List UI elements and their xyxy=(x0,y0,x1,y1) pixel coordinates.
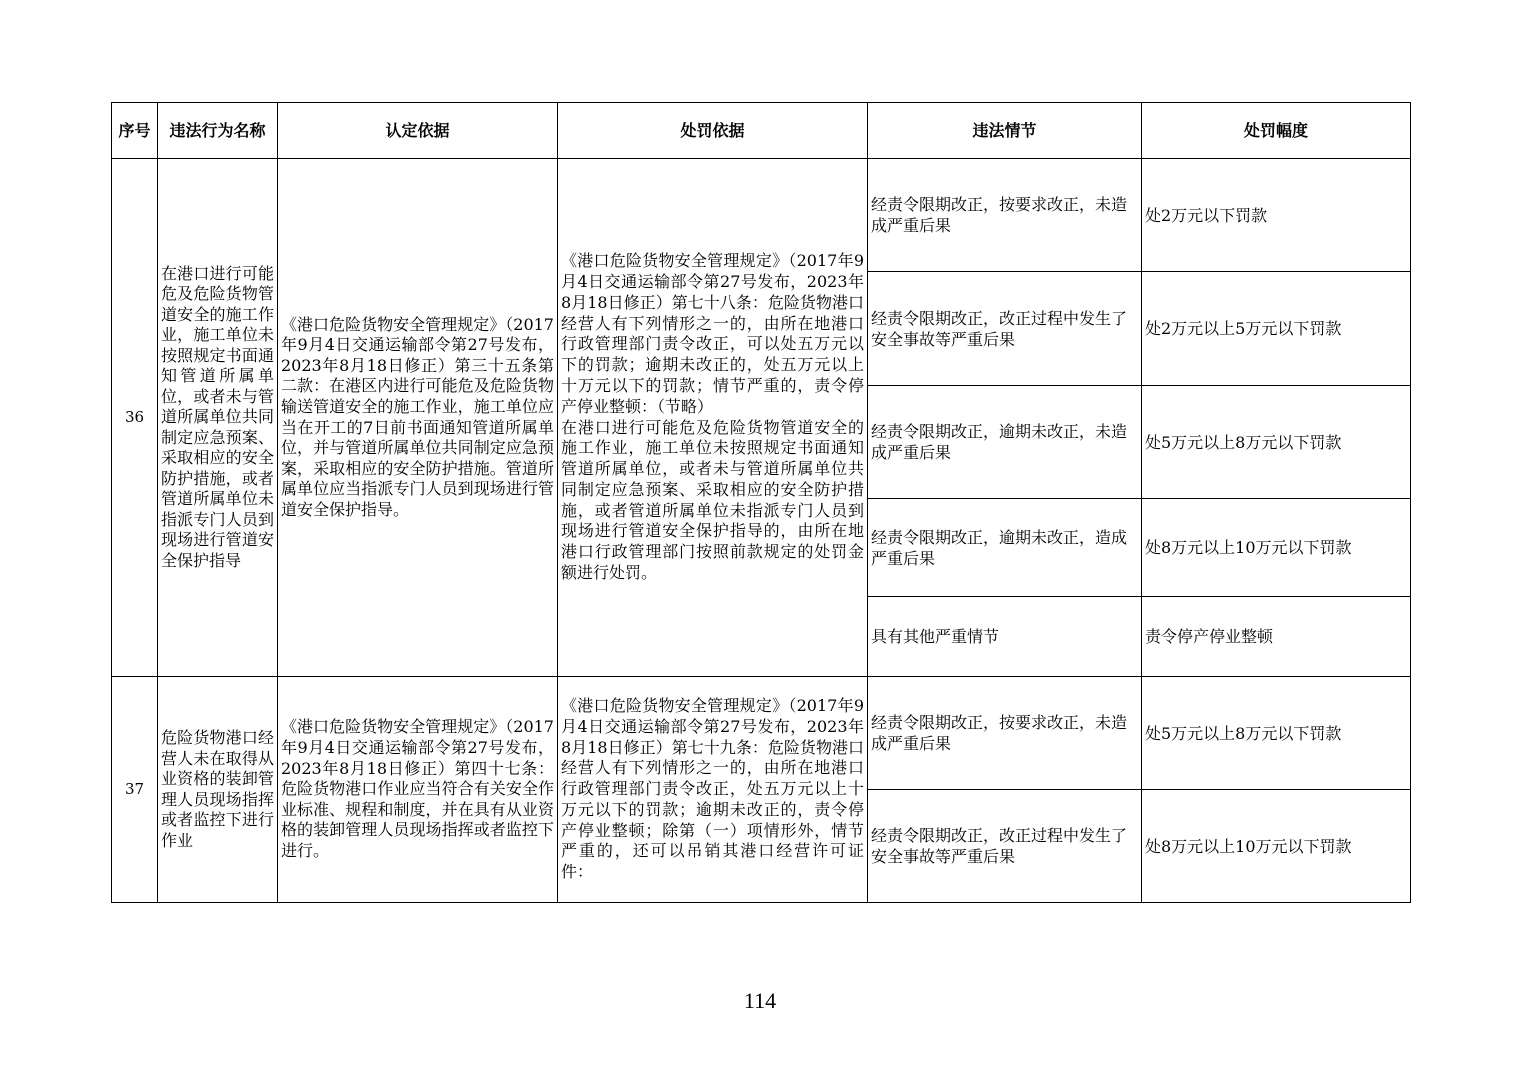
violation-name: 危险货物港口经营人未在取得从业资格的装卸管理人员现场指挥或者监控下进行作业 xyxy=(158,677,278,903)
header-penalty-basis: 处罚依据 xyxy=(558,103,868,159)
penalty-table xyxy=(111,102,1411,903)
header-range: 处罚幅度 xyxy=(1142,103,1411,159)
header-name: 违法行为名称 xyxy=(158,103,278,159)
penalty-basis: 《港口危险货物安全管理规定》（2017年9月4日交通运输部令第27号发布，2023年8月18日修正）第七十八条：危险货物港口经营人有下列情形之一的，由所在地港口行政管理部门责令改正，可以处五万元以下的罚款；逾期未改正的，处五万元以上十万元以下的罚款；情节严重的，责令停产停业整顿：（节略） 在港口进行可能危及危险货物管道安全的施工作业，施工单位未按照规定书面通知管道所属单位，或者未与管道所属单位共同制定应急预案、采取相应的安全防护措施，或者管道所属单位未指派专门人员到现场进行管道安全保护指导的，由所在地港口行政管理部门按照前款规定的处罚金额进行处罚。 xyxy=(558,159,868,677)
penalty-range: 处2万元以上5万元以下罚款 xyxy=(1142,272,1411,386)
violation-circumstance: 经责令限期改正，按要求改正，未造成严重后果 xyxy=(868,159,1142,272)
entry-number: 37 xyxy=(112,677,158,903)
page-number: 114 xyxy=(743,988,777,1013)
entry-number: 36 xyxy=(112,159,158,677)
determination-basis: 《港口危险货物安全管理规定》（2017年9月4日交通运输部令第27号发布，2023年8月18日修正）第三十五条第二款：在港区内进行可能危及危险货物输送管道安全的施工作业，施工单位应当在开工的7日前书面通知管道所属单位，并与管道所属单位共同制定应急预案，采取相应的安全防护措施。管道所属单位应当指派专门人员到现场进行管道安全保护指导。 xyxy=(278,159,558,677)
penalty-range: 处5万元以上8万元以下罚款 xyxy=(1142,386,1411,499)
violation-circumstance: 经责令限期改正，逾期未改正，造成严重后果 xyxy=(868,499,1142,597)
determination-basis: 《港口危险货物安全管理规定》（2017年9月4日交通运输部令第27号发布，2023年8月18日修正）第四十七条：危险货物港口作业应当符合有关安全作业标准、规程和制度，并在具有从业资格的装卸管理人员现场指挥或者监控下进行。 xyxy=(278,677,558,903)
penalty-range: 处2万元以下罚款 xyxy=(1142,159,1411,272)
violation-circumstance: 经责令限期改正，改正过程中发生了安全事故等严重后果 xyxy=(868,272,1142,386)
table-row xyxy=(112,677,1411,790)
penalty-range: 处8万元以上10万元以下罚款 xyxy=(1142,790,1411,903)
header-circumstance: 违法情节 xyxy=(868,103,1142,159)
table-header-row xyxy=(112,103,1411,159)
penalty-range: 责令停产停业整顿 xyxy=(1142,597,1411,677)
penalty-range: 处8万元以上10万元以下罚款 xyxy=(1142,499,1411,597)
penalty-range: 处5万元以上8万元以下罚款 xyxy=(1142,677,1411,790)
header-basis: 认定依据 xyxy=(278,103,558,159)
violation-name: 在港口进行可能危及危险货物管道安全的施工作业，施工单位未按照规定书面通知管道所属单位，或者未与管道所属单位共同制定应急预案、采取相应的安全防护措施，或者管道所属单位未指派专门人员到现场进行管道安全保护指导 xyxy=(158,159,278,677)
violation-circumstance: 经责令限期改正，按要求改正，未造成严重后果 xyxy=(868,677,1142,790)
violation-circumstance: 经责令限期改正，改正过程中发生了安全事故等严重后果 xyxy=(868,790,1142,903)
header-no: 序号 xyxy=(112,103,158,159)
violation-circumstance: 具有其他严重情节 xyxy=(868,597,1142,677)
penalty-basis: 《港口危险货物安全管理规定》（2017年9月4日交通运输部令第27号发布，2023年8月18日修正）第七十九条：危险货物港口经营人有下列情形之一的，由所在地港口行政管理部门责令改正，处五万元以上十万元以下的罚款；逾期未改正的，责令停产停业整顿；除第（一）项情形外，情节严重的，还可以吊销其港口经营许可证件： xyxy=(558,677,868,903)
table-row xyxy=(112,159,1411,272)
violation-circumstance: 经责令限期改正，逾期未改正，未造成严重后果 xyxy=(868,386,1142,499)
